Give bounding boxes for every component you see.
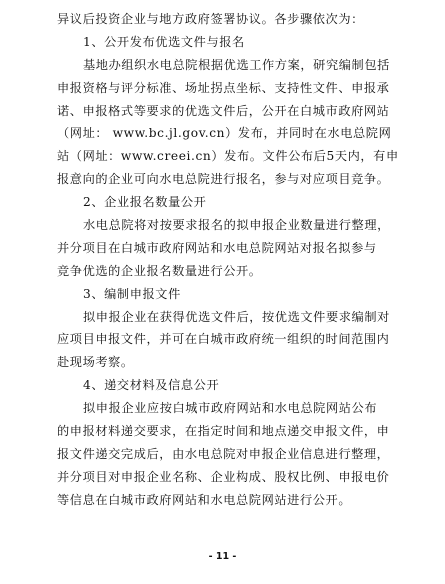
paragraph-line: 并分项目在白城市政府网站和水电总院网站对报名拟参与 xyxy=(57,240,377,255)
paragraph-line: 拟申报企业在获得优选文件后，按优选文件要求编制对 xyxy=(83,309,390,324)
page-number: - 11 - xyxy=(208,551,237,562)
paragraph-line: 报文件递交完成后，由水电总院对申报企业信息进行整理， xyxy=(57,446,390,461)
paragraph-line: 异议后投资企业与地方政府签署协议。各步骤依次为： xyxy=(57,12,364,26)
section-heading: 2、企业报名数量公开 xyxy=(83,195,207,210)
section-heading: 4、递交材料及信息公开 xyxy=(83,378,220,393)
paragraph-line: 水电总院将对按要求报名的拟申报企业数量进行整理， xyxy=(83,218,390,233)
paragraph-line: 等信息在白城市政府网站和水电总院网站进行公开。 xyxy=(57,492,352,507)
paragraph-line: 的申报材料递交要求，在指定时间和地点递交申报文件，申 xyxy=(57,424,390,439)
paragraph-line: 申报资格与评分标准、场址拐点坐标、支持性文件、申报承 xyxy=(57,80,390,95)
paragraph-line: 基地办组织水电总院根据优选工作方案，研究编制包括 xyxy=(83,57,390,72)
paragraph-line: 应项目申报文件，并可在白城市政府统一组织的时间范围内 xyxy=(57,332,390,347)
paragraph-line: （网址： www.bc.jl.gov.cn）发布，并同时在水电总院网 xyxy=(57,126,392,141)
paragraph-line: 诺、申报格式等要求的优选文件后，公开在白城市政府网站 xyxy=(57,103,390,118)
paragraph-line: 站（网址：www.creei.cn）发布。文件公布后5天内，有申 xyxy=(57,149,399,164)
paragraph-line: 报意向的企业可向水电总院进行报名，参与对应项目竞争。 xyxy=(57,172,390,187)
document-body xyxy=(57,8,405,512)
section-heading: 1、公开发布优选文件与报名 xyxy=(83,34,245,49)
section-heading: 3、编制申报文件 xyxy=(83,286,181,301)
paragraph-line: 赴现场考察。 xyxy=(57,355,134,370)
paragraph-line: 拟申报企业应按白城市政府网站和水电总院网站公布 xyxy=(83,401,378,416)
paragraph-line: 并分项目对申报企业名称、企业构成、股权比例、申报电价 xyxy=(57,469,390,484)
paragraph-line: 竞争优选的企业报名数量进行公开。 xyxy=(57,263,262,278)
